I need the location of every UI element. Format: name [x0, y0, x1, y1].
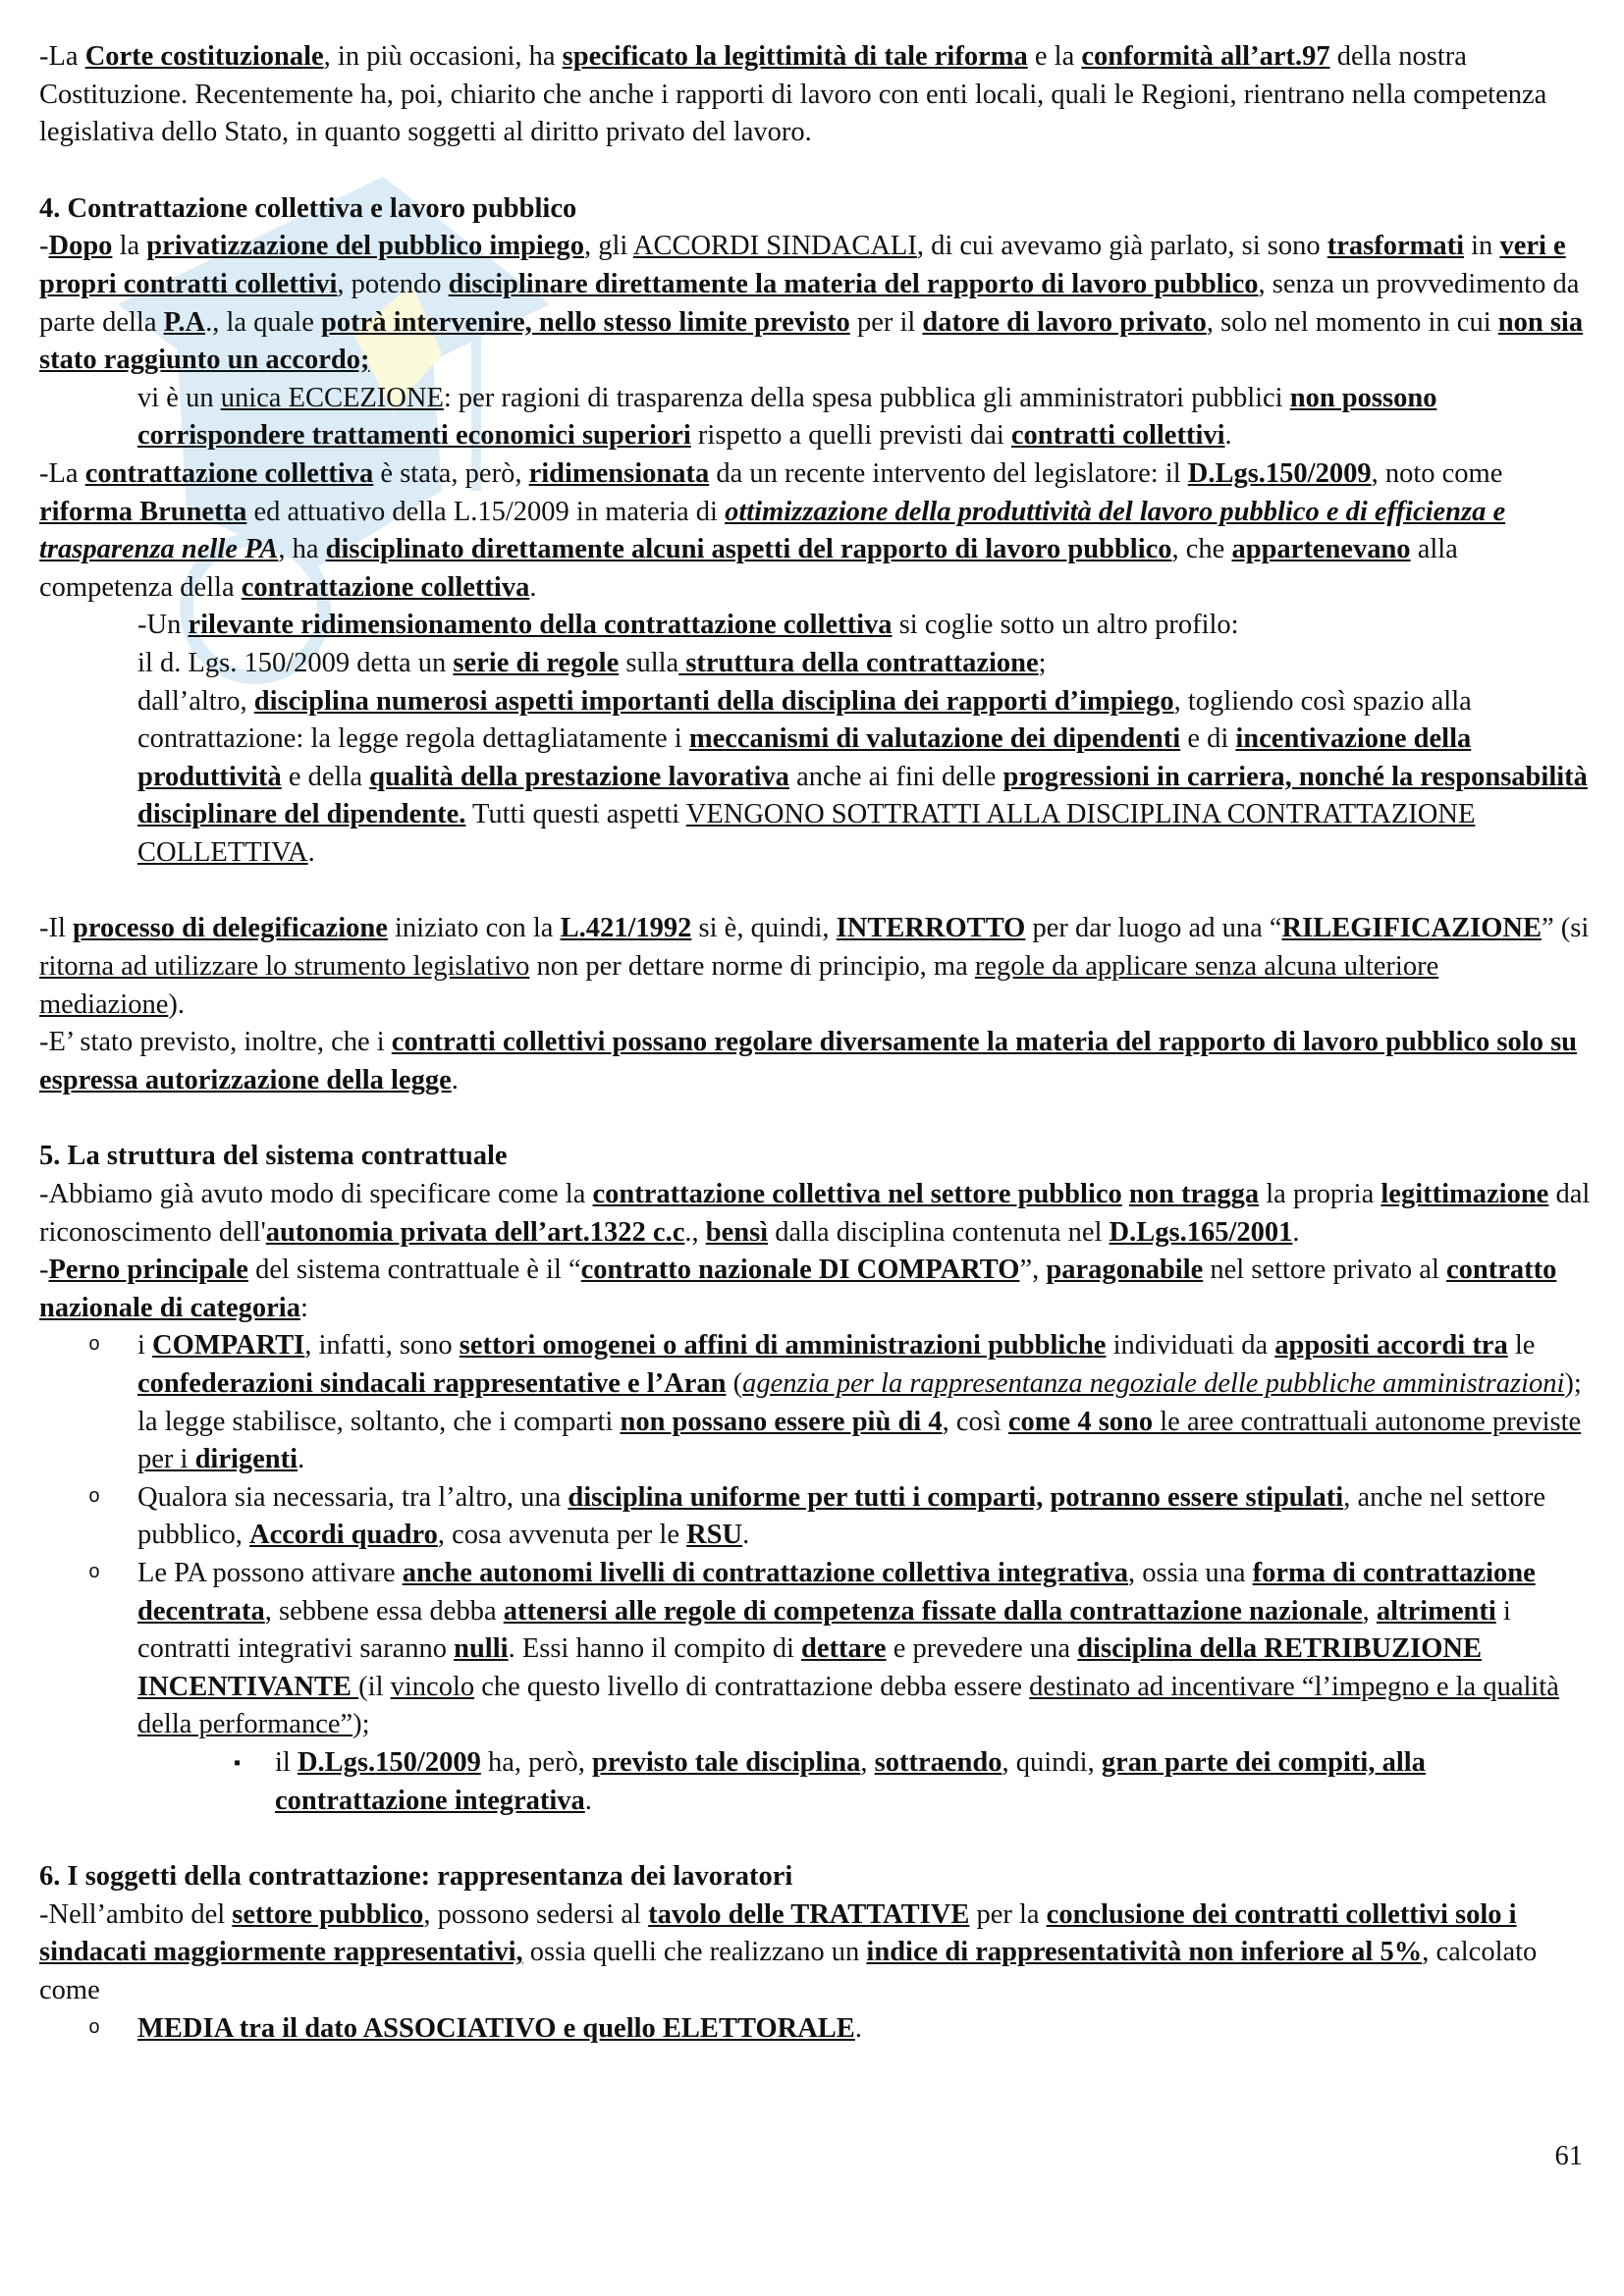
- list-item: ▪ il D.Lgs.150/2009 ha, però, previsto tale disciplina, sottraendo, quindi, gran parte dei compiti, alla contrattazione integrativa.: [39, 1744, 1591, 1820]
- list-item: o i COMPARTI, infatti, sono settori omogenei o affini di amministrazioni pubbliche individuati da appositi accordi tra le confederazioni sindacali rappresentative e l’Aran (agenzia per la rappresentanza negoziale delle pubbliche amministrazioni); la legge stabilisce, soltanto, che i comparti non possano essere più di 4, così come 4 sono le aree contrattuali autonome previste per i dirigenti.: [39, 1327, 1591, 1478]
- list-item: o MEDIA tra il dato ASSOCIATIVO e quello ELETTORALE.: [39, 2010, 1591, 2049]
- paragraph: -Perno principale del sistema contrattuale è il “contratto nazionale DI COMPARTO”, paragonabile nel settore privato al contratto nazionale di categoria:: [39, 1255, 1557, 1323]
- sub-bullet-list: [39, 1744, 1591, 1820]
- paragraph: il d. Lgs. 150/2009 detta un serie di regole sulla struttura della contrattazione;: [137, 647, 1047, 678]
- paragraph: dall’altro, disciplina numerosi aspetti importanti della disciplina dei rapporti d’impiego, togliendo così spazio alla contrattazione: la legge regola dettagliatamente i meccanismi di valutazione dei dipendenti e di incentivazione della produttività e della qualità della prestazione lavorativa anche ai fini delle progressioni in carriera, nonché la responsabilità disciplinare del dipendente. Tutti questi aspetti VENGONO SOTTRATTI ALLA DISCIPLINA CONTRATTAZIONE COLLETTIVA.: [137, 685, 1588, 868]
- bullet-list: [39, 2010, 1591, 2049]
- indented-block: [39, 607, 1591, 872]
- paragraph: -Dopo la privatizzazione del pubblico impiego, gli ACCORDI SINDACALI, di cui avevamo già parlato, si sono trasformati in veri e propri contratti collettivi, potendo disciplinare direttamente la materia del rapporto di lavoro pubblico, senza un provvedimento da parte della P.A., la quale potrà intervenire, nello stesso limite previsto per il datore di lavoro privato, solo nel momento in cui non sia stato raggiunto un accordo;: [39, 231, 1584, 376]
- page-number: 61: [1554, 2141, 1583, 2171]
- list-item: o Le PA possono attivare anche autonomi livelli di contrattazione collettiva integrativa, ossia una forma di contrattazione decentrata, sebbene essa debba attenersi alle regole di competenza fissate dalla contrattazione nazionale, altrimenti i contratti integrativi saranno nulli. Essi hanno il compito di dettare e prevedere una disciplina della RETRIBUZIONE INCENTIVANTE (il vincolo che questo livello di contrattazione debba essere destinato ad incentivare “l’impegno e la qualità della performance”); ▪ il D.Lgs.150/2009 ha, però, previsto tale disciplina, sottraendo, quindi, gran parte dei compiti, alla contrattazione integrativa.: [39, 1555, 1591, 1820]
- document-page: [39, 38, 1591, 2048]
- paragraph: -E’ stato previsto, inoltre, che i contratti collettivi possano regolare diversamente la materia del rapporto di lavoro pubblico solo su espressa autorizzazione della legge.: [39, 1027, 1578, 1095]
- paragraph: -Abbiamo già avuto modo di specificare come la contrattazione collettiva nel settore pubblico non tragga la propria legittimazione dal riconoscimento dell'autonomia privata dell’art.1322 c.c., bensì dalla disciplina contenuta nel D.Lgs.165/2001.: [39, 1179, 1591, 1248]
- list-item: o Qualora sia necessaria, tra l’altro, una disciplina uniforme per tutti i comparti, potranno essere stipulati, anche nel settore pubblico, Accordi quadro, cosa avvenuta per le RSU.: [39, 1479, 1591, 1555]
- section-heading-4: 4. Contrattazione collettiva e lavoro pubblico: [39, 192, 577, 224]
- indented-paragraph: vi è un unica ECCEZIONE: per ragioni di trasparenza della spesa pubblica gli amministratori pubblici non possono corrispondere trattamenti economici superiori rispetto a quelli previsti dai contratti collettivi.: [137, 382, 1437, 452]
- paragraph: -Il processo di delegificazione iniziato con la L.421/1992 si è, quindi, INTERROTTO per dar luogo ad una “RILEGIFICAZIONE” (si ritorna ad utilizzare lo strumento legislativo non per dettare norme di principio, ma regole da applicare senza alcuna ulteriore mediazione).: [39, 913, 1590, 1020]
- paragraph: -Un rilevante ridimensionamento della contrattazione collettiva si coglie sotto un altro profilo:: [137, 610, 1239, 641]
- paragraph: -La Corte costituzionale, in più occasioni, ha specificato la legittimità di tale riforma e la conformità all’art.97 della nostra Costituzione. Recentemente ha, poi, chiarito che anche i rapporti di lavoro con enti locali, quali le Regioni, rientrano nella competenza legislativa dello Stato, in quanto soggetti al diritto privato del lavoro.: [39, 41, 1547, 148]
- paragraph: -La contrattazione collettiva è stata, però, ridimensionata da un recente intervento del legislatore: il D.Lgs.150/2009, noto come riforma Brunetta ed attuativo della L.15/2009 in materia di ottimizzazione della produttività del lavoro pubblico e di efficienza e trasparenza nelle PA, ha disciplinato direttamente alcuni aspetti del rapporto di lavoro pubblico, che appartenevano alla competenza della contrattazione collettiva.: [39, 457, 1506, 603]
- section-heading-5: 5. La struttura del sistema contrattuale: [39, 1141, 508, 1172]
- section-heading-6: 6. I soggetti della contrattazione: rappresentanza dei lavoratori: [39, 1861, 793, 1893]
- bullet-list: [39, 1327, 1591, 1820]
- paragraph: -Nell’ambito del settore pubblico, possono sedersi al tavolo delle TRATTATIVE per la conclusione dei contratti collettivi solo i sindacati maggiormente rappresentativi, ossia quelli che realizzano un indice di rappresentatività non inferiore al 5%, calcolato come: [39, 1898, 1538, 2005]
